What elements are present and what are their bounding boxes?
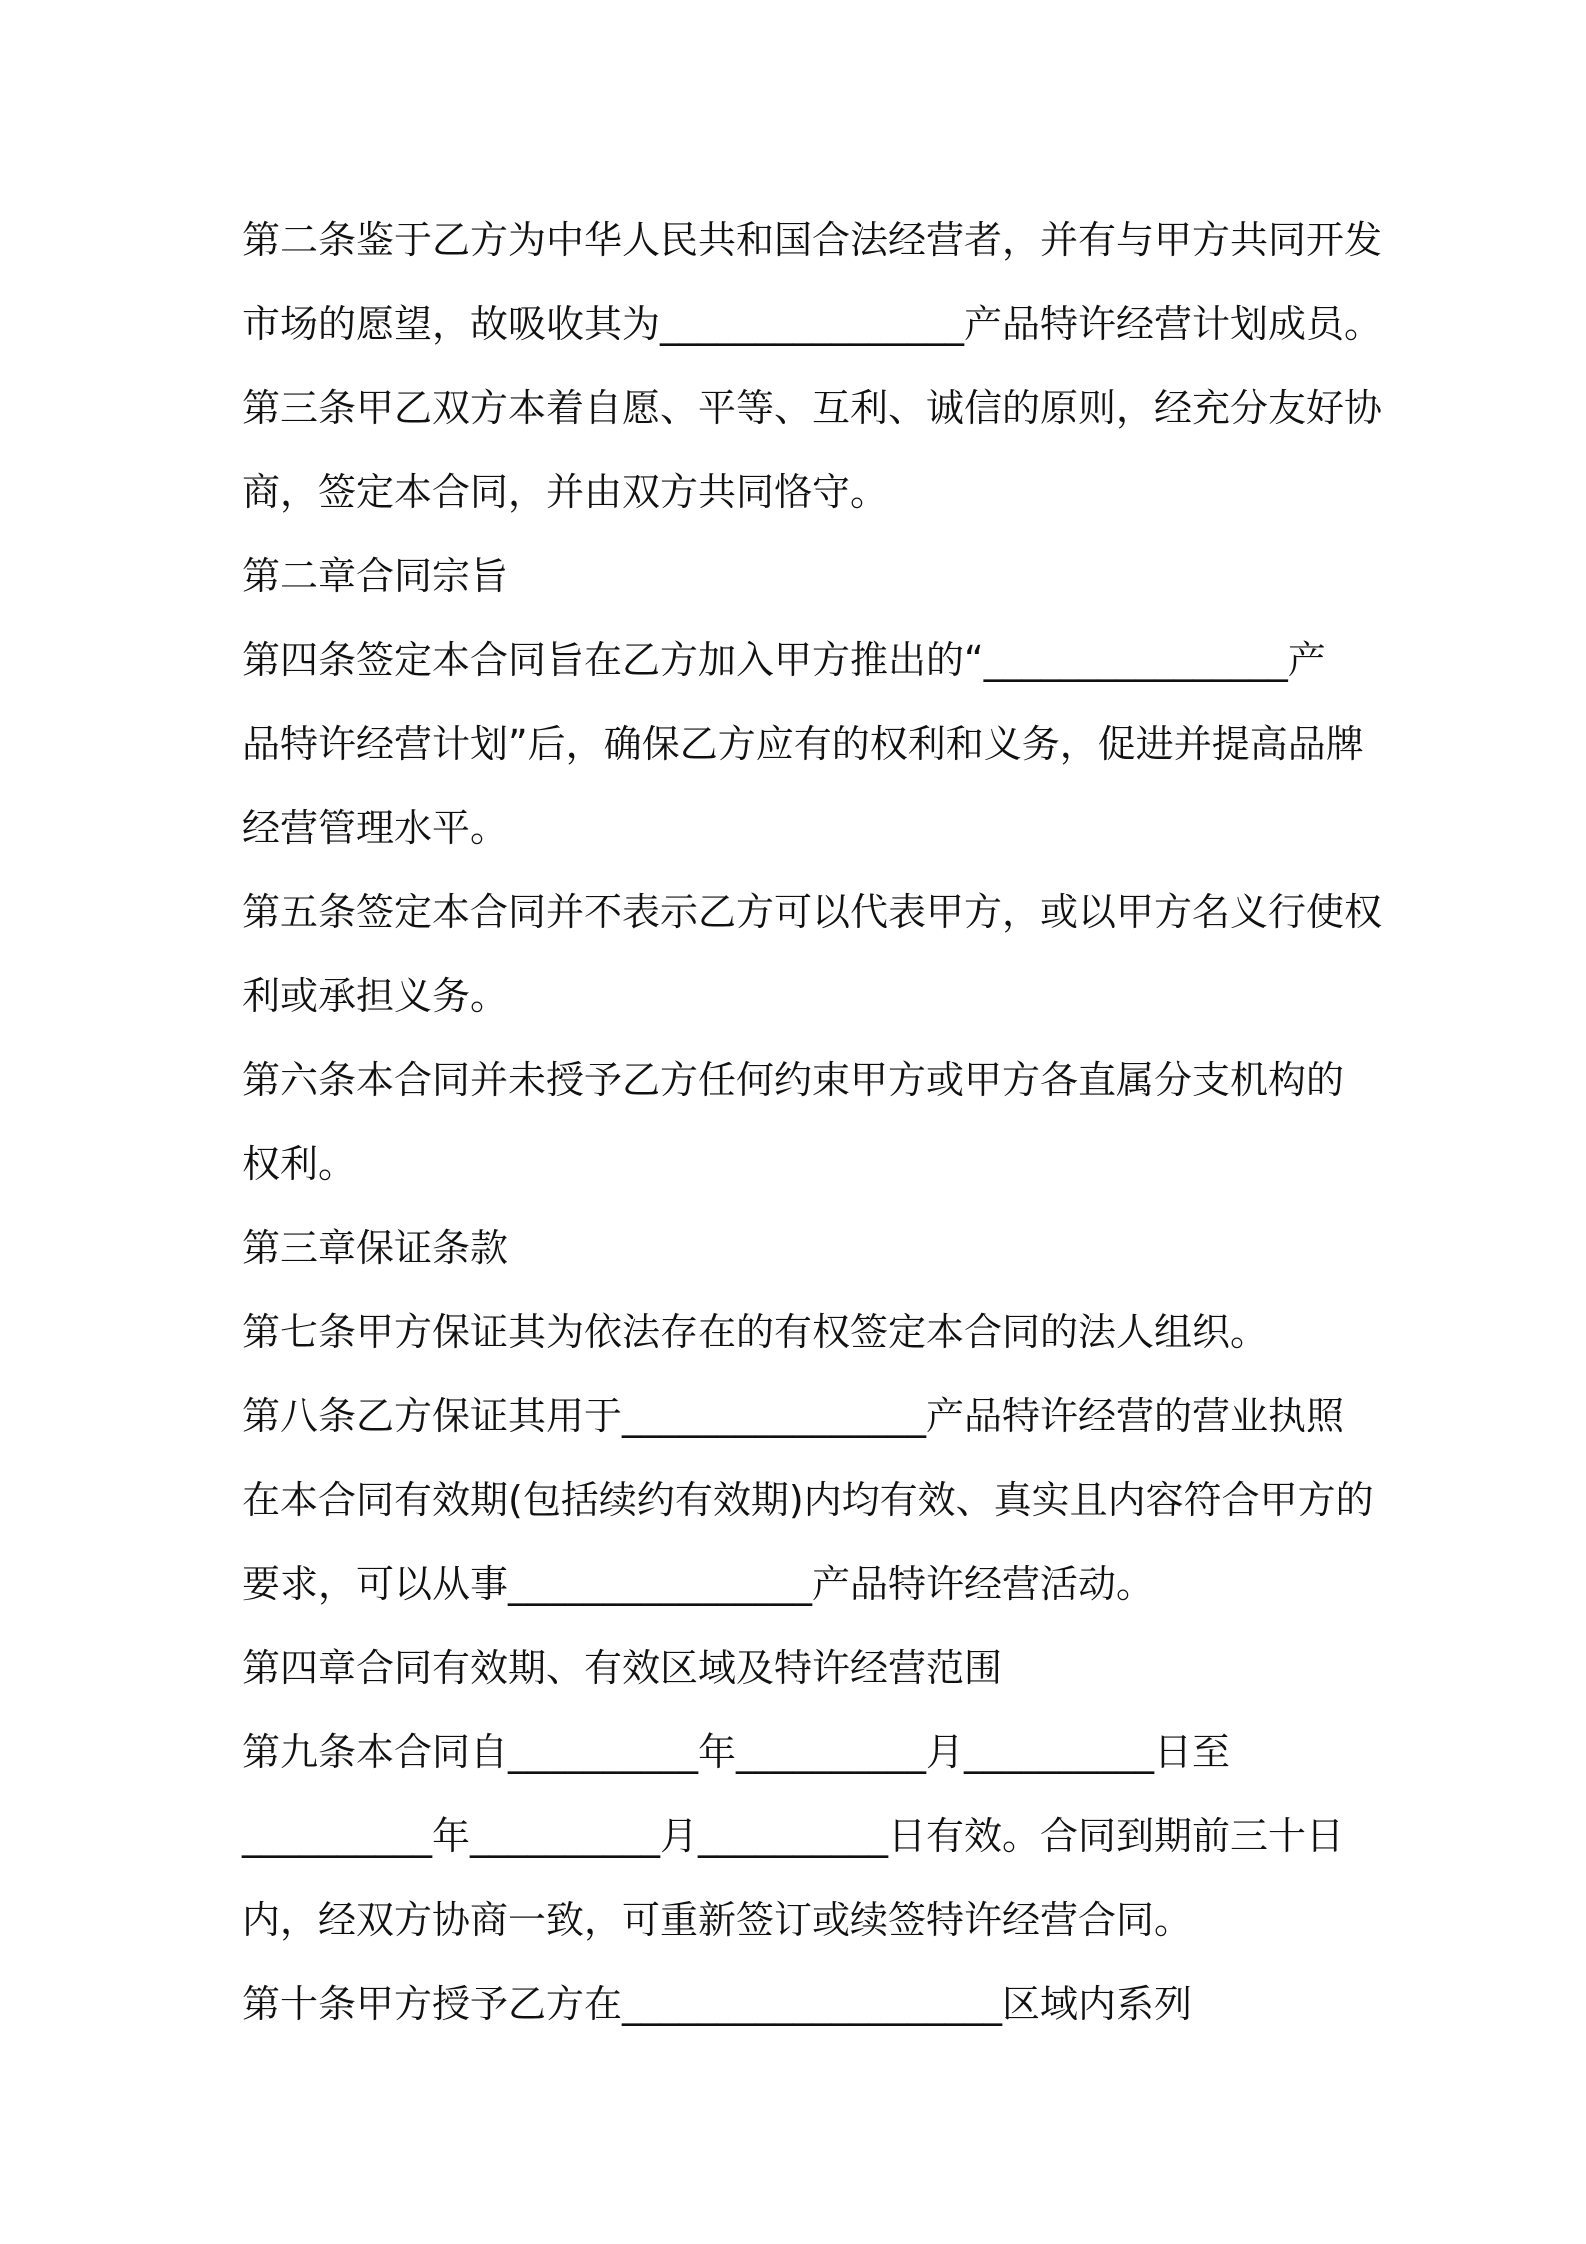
text-line-article-3-part-1: 第三条甲乙双方本着自愿、平等、互利、诚信的原则，经充分友好协	[242, 386, 1383, 430]
text-line-article-2-part-1: 第二条鉴于乙方为中华人民共和国合法经营者，并有与甲方共同开发	[242, 218, 1383, 262]
text-line-article-5-part-2: 利或承担义务。	[242, 974, 509, 1018]
text-line-article-6-part-1: 第六条本合同并未授予乙方任何约束甲方或甲方各直属分支机构的	[242, 1058, 1345, 1102]
text-line-article-3-part-2: 商，签定本合同，并由双方共同恪守。	[242, 470, 889, 514]
text-line-article-9-part-3: 内，经双方协商一致，可重新签订或续签特许经营合同。	[242, 1898, 1193, 1942]
text-line-article-6-part-2: 权利。	[242, 1142, 357, 1186]
chapter-heading-3: 第三章保证条款	[242, 1226, 509, 1270]
text-line-article-8-part-1: 第八条乙方保证其用于________________产品特许经营的营业执照	[242, 1394, 1345, 1438]
text-line-article-9-part-2: __________年__________月__________日有效。合同到期前三十日	[242, 1814, 1345, 1858]
text-line-article-5-part-1: 第五条签定本合同并不表示乙方可以代表甲方，或以甲方名义行使权	[242, 890, 1383, 934]
chapter-heading-4: 第四章合同有效期、有效区域及特许经营范围	[242, 1646, 1003, 1690]
text-line-article-4-part-3: 经营管理水平。	[242, 806, 509, 850]
text-line-article-10-part-1: 第十条甲方授予乙方在____________________区域内系列	[242, 1982, 1193, 2026]
text-line-article-2-part-2: 市场的愿望，故吸收其为________________产品特许经营计划成员。	[242, 302, 1383, 346]
text-line-article-4-part-1: 第四条签定本合同旨在乙方加入甲方推出的“________________产	[242, 638, 1326, 682]
chapter-heading-2: 第二章合同宗旨	[242, 554, 509, 598]
text-line-article-8-part-3: 要求，可以从事________________产品特许经营活动。	[242, 1562, 1155, 1606]
text-line-article-7: 第七条甲方保证其为依法存在的有权签定本合同的法人组织。	[242, 1310, 1269, 1354]
text-line-article-4-part-2: 品特许经营计划”后，确保乙方应有的权利和义务，促进并提高品牌	[242, 722, 1364, 766]
contract-text-body	[242, 198, 1383, 2046]
text-line-article-9-part-1: 第九条本合同自__________年__________月__________日至	[242, 1730, 1231, 1774]
text-line-article-8-part-2: 在本合同有效期(包括续约有效期)内均有效、真实且内容符合甲方的	[242, 1478, 1374, 1522]
